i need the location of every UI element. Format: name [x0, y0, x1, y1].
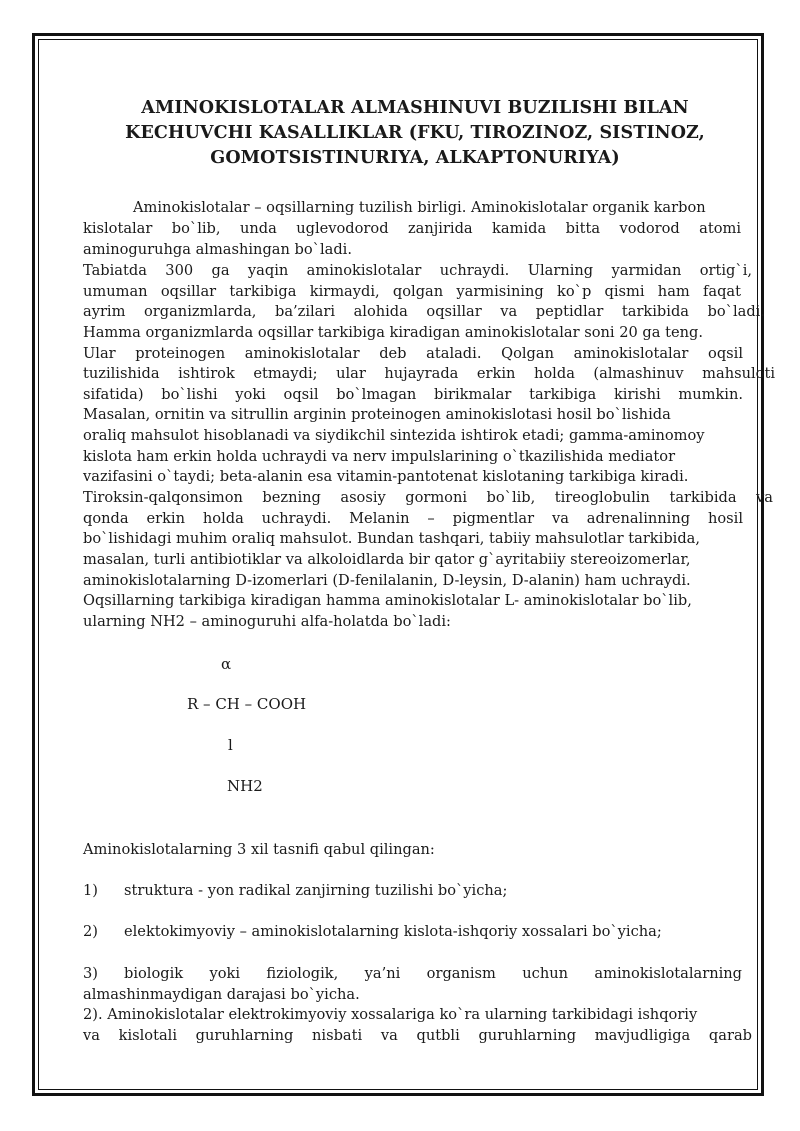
- formula-alpha-label: α: [221, 655, 232, 673]
- body-line: sifatida) bo`lishi yoki oqsil bo`lmagan birikmalar tarkibiga kirishi mumkin.: [83, 386, 743, 403]
- body-line: ularning NH2 – aminoguruhi alfa-holatda bo`ladi:: [83, 613, 451, 630]
- title-line: GOMOTSISTINURIYA, ALKAPTONURIYA): [210, 148, 620, 168]
- body-line: Tiroksin-qalqonsimon bezning asosiy gormoni bo`lib, tireoglobulin tarkibida va: [83, 489, 773, 506]
- closing-line: 2). Aminokislotalar elektrokimyoviy xossalariga ko`ra ularning tarkibidagi ishqoriy: [83, 1006, 698, 1023]
- body-line: aminokislotalarning D-izomerlari (D-fenilalanin, D-leysin, D-alanin) ham uchraydi.: [83, 572, 691, 589]
- list-number: 3): [83, 965, 98, 982]
- body-line: Hamma organizmlarda oqsillar tarkibiga kiradigan aminokislotalar soni 20 ga teng.: [83, 324, 703, 341]
- body-line: vazifasini o`taydi; beta-alanin esa vitamin-pantotenat kislotaning tarkibiga kiradi.: [83, 468, 689, 485]
- body-line: ayrim organizmlarda, ba’zilari alohida oqsillar va peptidlar tarkibida bo`ladi.: [83, 303, 765, 320]
- closing-line: va kislotali guruhlarning nisbati va qutbli guruhlarning mavjudligiga qarab: [83, 1027, 752, 1044]
- list-number: 1): [83, 882, 98, 899]
- list-item-text: elektokimyoviy – aminokislotalarning kislota-ishqoriy xossalari bo`yicha;: [124, 923, 662, 940]
- list-item-continuation: almashinmaydigan darajasi bo`yicha.: [83, 986, 360, 1003]
- body-line: qonda erkin holda uchraydi. Melanin – pigmentlar va adrenalinning hosil: [83, 510, 743, 527]
- formula-bond: l: [228, 736, 233, 754]
- formula-nh2: NH2: [227, 777, 263, 795]
- title-line: KECHUVCHI KASALLIKLAR (FKU, TIROZINOZ, SISTINOZ,: [125, 123, 705, 143]
- classification-intro: Aminokislotalarning 3 xil tasnifi qabul qilingan:: [83, 841, 435, 858]
- list-item-text: struktura - yon radikal zanjirning tuzilishi bo`yicha;: [124, 882, 508, 899]
- body-line: aminoguruhga almashingan bo`ladi.: [83, 241, 352, 258]
- body-line: kislota ham erkin holda uchraydi va nerv impulslarining o`tkazilishida mediator: [83, 448, 676, 465]
- body-line: tuzilishida ishtirok etmaydi; ular hujayrada erkin holda (almashinuv mahsuloti: [83, 365, 775, 382]
- title-line: AMINOKISLOTALAR ALMASHINUVI BUZILISHI BILAN: [141, 98, 689, 118]
- list-item-text: biologik yoki fiziologik, ya’ni organism uchun aminokislotalarning: [124, 965, 742, 982]
- body-line: Aminokislotalar – oqsillarning tuzilish birligi. Aminokislotalar organik karbon: [133, 199, 706, 216]
- list-number: 2): [83, 923, 98, 940]
- body-line: bo`lishidagi muhim oraliq mahsulot. Bundan tashqari, tabiiy mahsulotlar tarkibida,: [83, 530, 701, 547]
- body-line: umuman oqsillar tarkibiga kirmaydi, qolgan yarmisining ko`p qismi ham faqat: [83, 283, 741, 300]
- body-line: oraliq mahsulot hisoblanadi va siydikchil sintezida ishtirok etadi; gamma-aminomoy: [83, 427, 705, 444]
- body-line: Masalan, ornitin va sitrullin arginin proteinogen aminokislotasi hosil bo`lishida: [83, 406, 671, 423]
- document-title: [90, 96, 740, 171]
- body-line: masalan, turli antibiotiklar va alkoloidlarda bir qator g`ayritabiiy stereoizomerlar,: [83, 551, 691, 568]
- body-line: Oqsillarning tarkibiga kiradigan hamma aminokislotalar L- aminokislotalar bo`lib,: [83, 592, 692, 609]
- body-line: kislotalar bo`lib, unda uglevodorod zanjirida kamida bitta vodorod atomi: [83, 220, 741, 237]
- body-line: Tabiatda 300 ga yaqin aminokislotalar uchraydi. Ularning yarmidan ortig`i,: [83, 262, 752, 279]
- body-line: Ular proteinogen aminokislotalar deb ataladi. Qolgan aminokislotalar oqsil: [83, 345, 743, 362]
- formula-main: R – CH – COOH: [187, 695, 307, 713]
